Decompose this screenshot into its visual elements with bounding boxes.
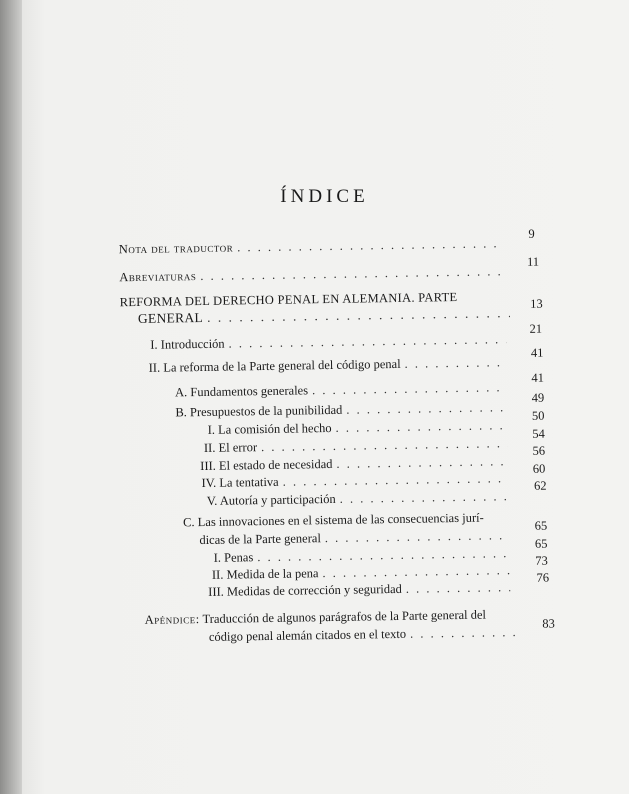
leader-dots — [404, 354, 506, 372]
toc-page-number: 73 — [535, 553, 548, 568]
toc-entry-nota — [119, 235, 507, 257]
leader-dots — [200, 263, 503, 284]
toc-label: II. Medida de la pena — [211, 566, 319, 582]
toc-page-number: 62 — [533, 478, 547, 493]
toc-page-number: 65 — [534, 518, 548, 533]
toc-entry-introduccion — [150, 331, 510, 353]
leader-dots — [335, 417, 507, 436]
toc-entry-abreviaturas — [119, 263, 507, 285]
toc-page-number: 60 — [532, 461, 546, 476]
leader-dots — [283, 470, 509, 490]
toc-page-number: 49 — [531, 390, 545, 405]
toc-entry-fundamentos — [175, 379, 511, 400]
leader-dots — [336, 453, 508, 472]
leader-dots — [237, 235, 503, 255]
leader-dots — [261, 435, 508, 455]
toc-label: dicas de la Parte general — [199, 531, 321, 548]
toc-label: III. Medidas de corrección y seguridad — [208, 581, 402, 599]
leader-dots — [340, 488, 509, 507]
toc-label: I. La comisión del hecho — [207, 420, 332, 437]
leader-dots — [325, 527, 510, 546]
leader-dots — [228, 331, 506, 351]
toc-page-number: 56 — [532, 443, 546, 458]
toc-page-number: 76 — [536, 570, 550, 585]
toc-label: II. El error — [203, 440, 258, 455]
toc-page-number: 54 — [532, 426, 545, 441]
toc-page-number: 9 — [528, 226, 535, 241]
leader-dots — [410, 624, 515, 642]
toc-entry-error — [204, 435, 512, 456]
toc-label: V. Autoría y participación — [206, 491, 336, 508]
leader-dots — [346, 399, 507, 418]
leader-dots — [406, 579, 511, 597]
toc-label: Nota del traductor — [118, 240, 234, 257]
toc-entry-innovaciones-line1: C. Las innovaciones en el sistema de las consecuencias jurí- — [183, 510, 484, 530]
toc-label: IV. La tentativa — [201, 474, 279, 491]
toc-page-number: 50 — [531, 408, 545, 423]
toc-page-number: 21 — [529, 321, 543, 336]
toc-page-number: 11 — [526, 254, 540, 269]
leader-dots — [207, 305, 510, 326]
toc-label: I. Penas — [213, 550, 254, 565]
toc-entry-apendice — [209, 624, 519, 645]
appendix-prefix: Apéndice: — [144, 612, 200, 627]
toc-label: I. Introducción — [150, 336, 225, 352]
appendix-title-line1: Traducción de algunos parágrafos de la Parte general del — [202, 607, 487, 627]
toc-page-number: 41 — [530, 345, 544, 360]
toc-label: A. Fundamentos generales — [174, 383, 309, 400]
toc-label: B. Presupuestos de la punibilidad — [175, 402, 343, 420]
toc-entry-correccion — [208, 579, 514, 600]
page-title: ÍNDICE — [280, 186, 369, 207]
toc-page-number: 83 — [542, 616, 555, 631]
toc-label: Abreviaturas — [119, 269, 197, 285]
toc-entry-parte-general — [149, 354, 511, 376]
leader-dots — [312, 379, 507, 398]
toc-page-number: 65 — [534, 536, 548, 551]
toc-entry-comision — [208, 417, 512, 438]
toc-page-number: 41 — [531, 370, 544, 385]
toc-entry-reforma-line1: REFORMA DEL DERECHO PENAL EN ALEMANIA. PARTE — [119, 289, 458, 310]
toc-label: II. La reforma de la Parte general del código penal — [148, 356, 401, 375]
toc-label: GENERAL — [137, 309, 204, 327]
toc-entry-autoria — [207, 488, 513, 509]
leader-dots — [322, 562, 510, 581]
toc-page-number: 13 — [530, 296, 543, 311]
toc-label: código penal alemán citados en el texto — [208, 626, 407, 644]
toc-label: III. El estado de necesidad — [200, 456, 333, 474]
